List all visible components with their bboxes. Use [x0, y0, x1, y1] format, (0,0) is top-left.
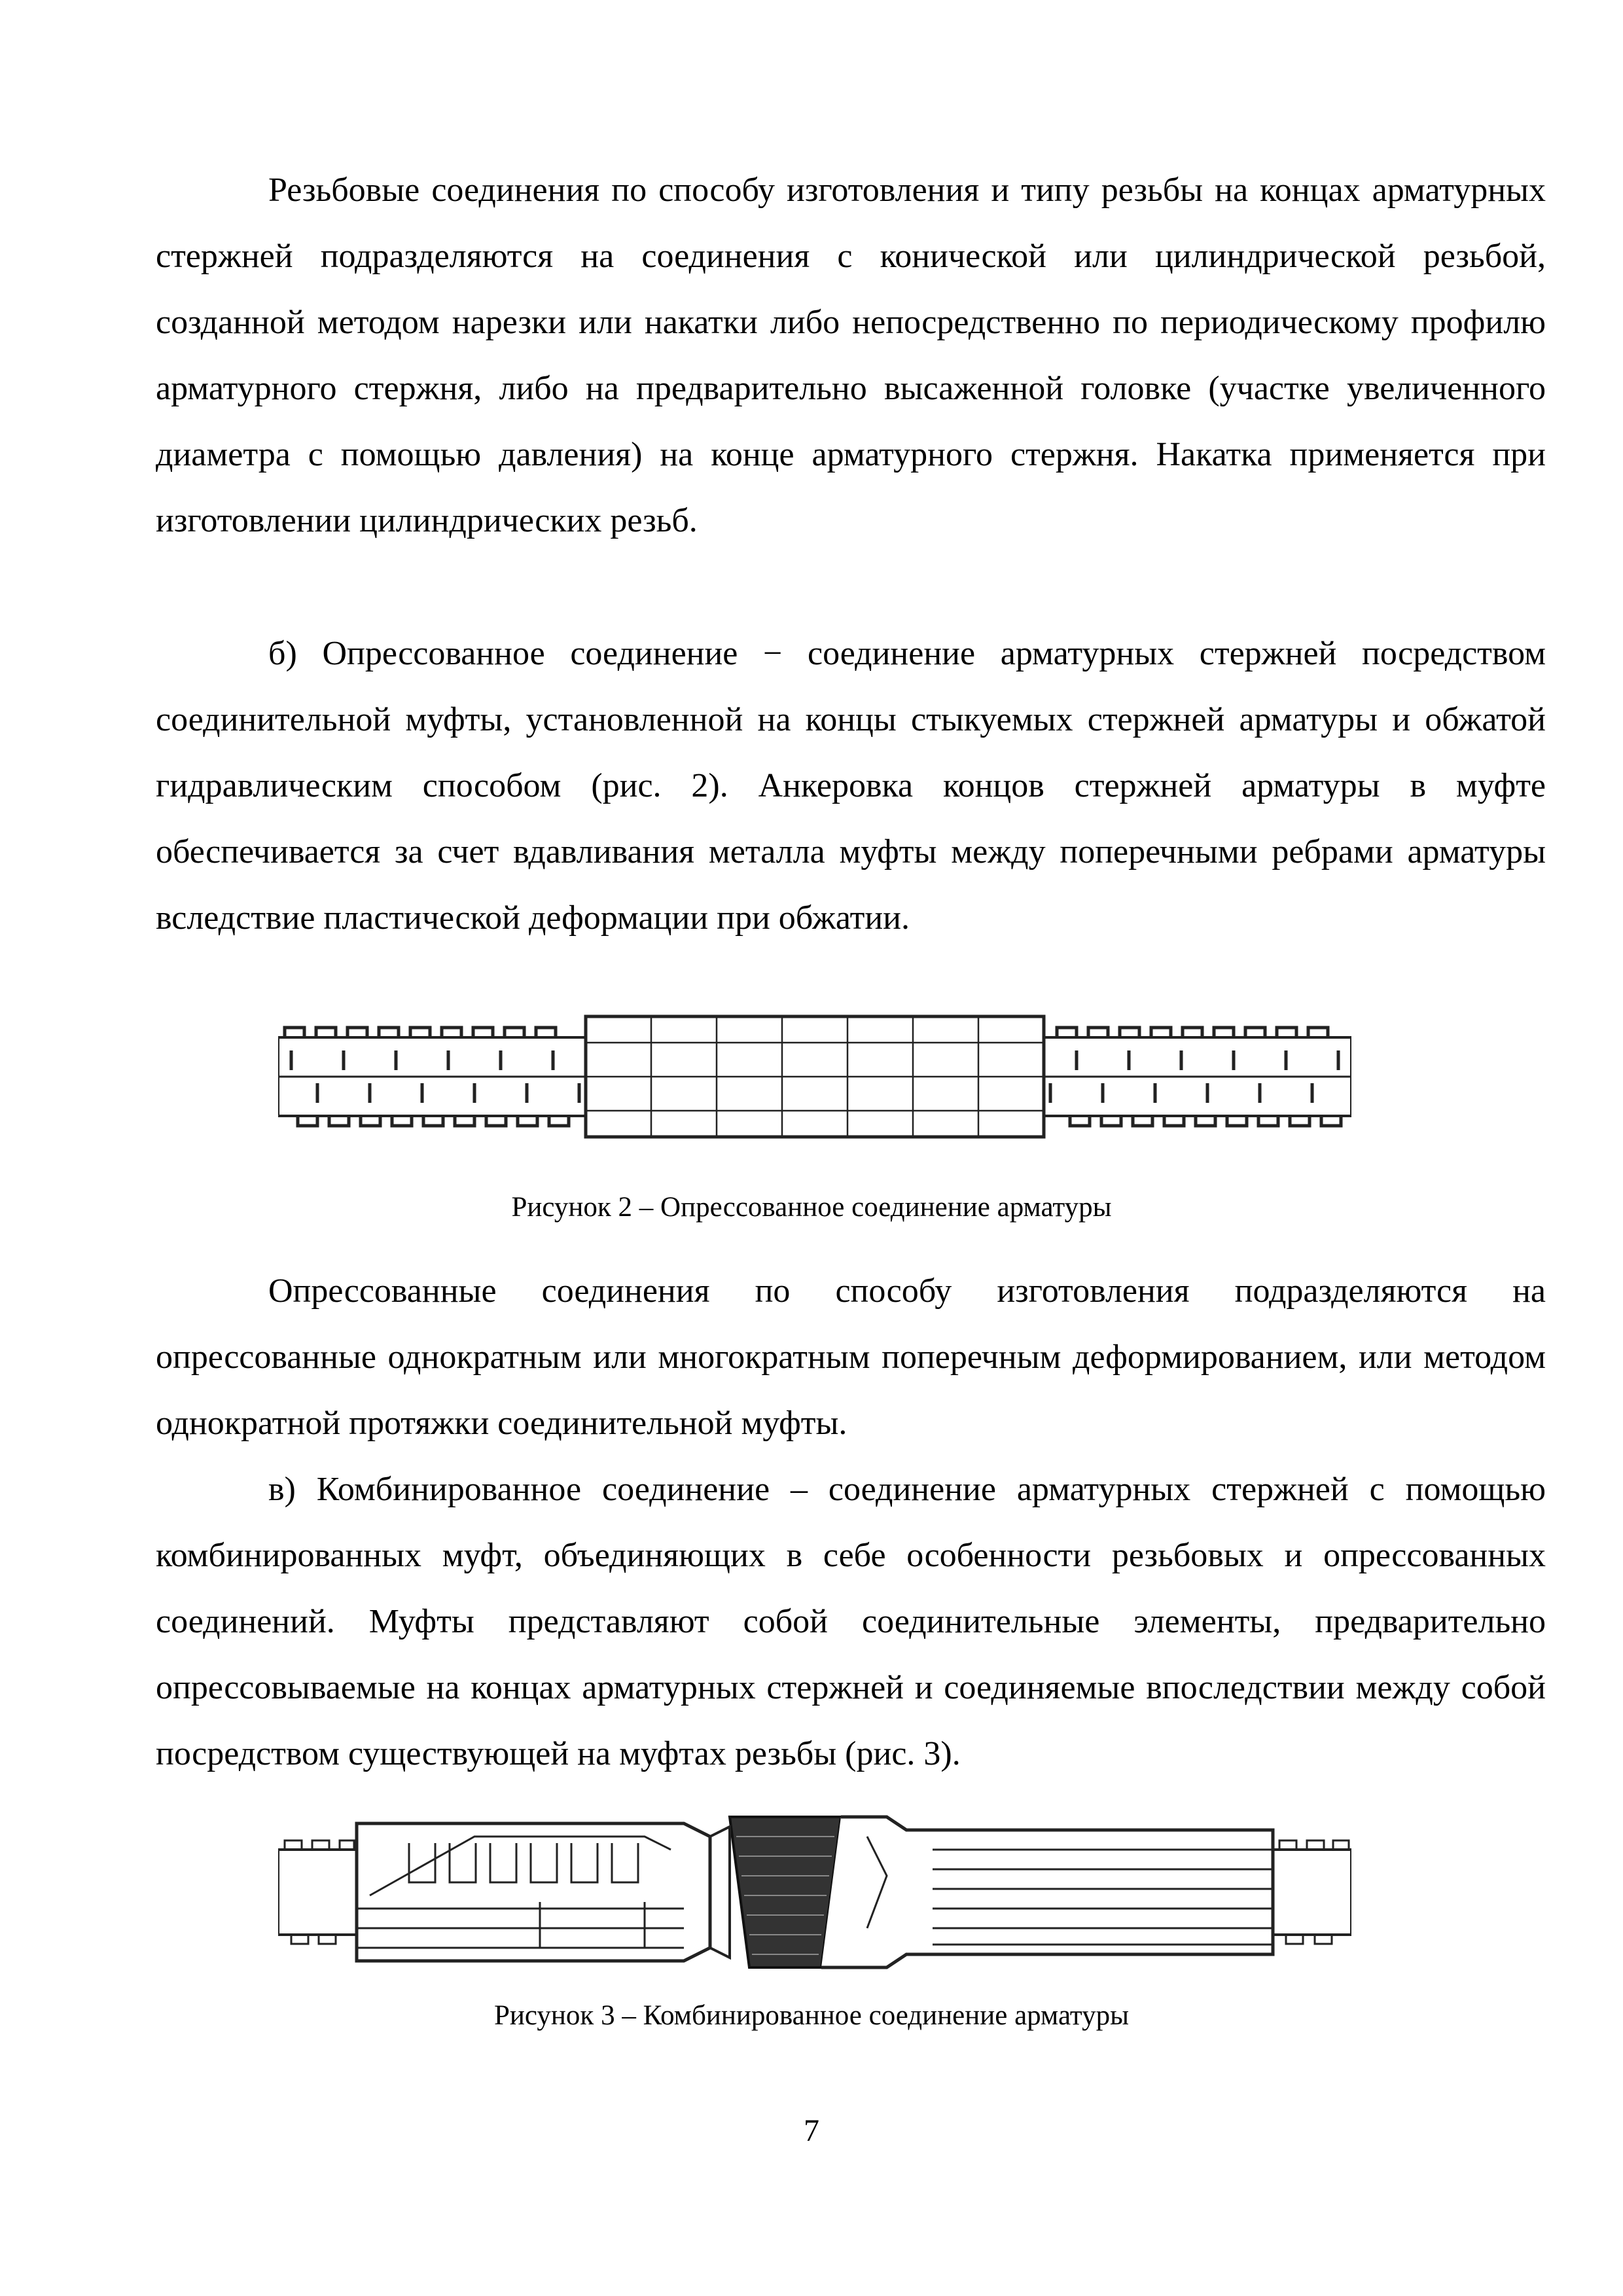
paragraph-text: б) Опрессованное соединение − соединение арматурных стержней посредством соединительной муфты, установленной на концы стыкуемых стержней арматуры и обжатой гидравлическим способом (рис. 2). Анкеровка концов стержней арматуры в муфте обеспечивается за счет вдавливания металла муфты между поперечными ребрами арматуры вследствие пластической деформации при обжатии.: [156, 635, 1546, 937]
paragraph-threaded-connections: [156, 157, 1546, 554]
paragraph-text: Резьбовые соединения по способу изготовления и типу резьбы на концах арматурных стержней подразделяются на соединения с конической или цилиндрической резьбой, созданной методом нарезки или накатки либо непосредственно по периодическому профилю арматурного стержня, либо на предварительно высаженной головке (участке увеличенного диаметра с помощью давления) на конце арматурного стержня. Накатка применяется при изготовлении цилиндрических резьб.: [156, 171, 1546, 539]
rebar-right: [1273, 1850, 1351, 1935]
figure-2-caption: Рисунок 2 – Опрессованное соединение арматуры: [511, 1192, 1112, 1223]
paragraph-combined-connection: [156, 1456, 1546, 1787]
page-number: 7: [804, 2113, 819, 2148]
rebar-left: [278, 1850, 357, 1935]
paragraph-text: в) Комбинированное соединение – соединение арматурных стержней с помощью комбинированных муфт, объединяющих в себе особенности резьбовых и опрессованных соединений. Муфты представляют собой соединительные элементы, предварительно опрессовываемые на концах арматурных стержней и соединяемые впоследствии между собой посредством существующей на муфтах резьбы (рис. 3).: [156, 1471, 1546, 1772]
figure-3-caption: Рисунок 3 – Комбинированное соединение арматуры: [493, 2000, 1130, 2031]
figure-pressed-connection-drawing: [278, 1011, 1351, 1142]
paragraph-pressed-connection: [156, 620, 1546, 951]
paragraph-text: Опрессованные соединения по способу изготовления подразделяются на опрессованные однократным или многократным поперечным деформированием, или методом однократной протяжки соединительной муфты.: [156, 1272, 1546, 1442]
figure-combined-connection-drawing: [278, 1797, 1351, 1984]
paragraph-pressed-types: [156, 1258, 1546, 1456]
